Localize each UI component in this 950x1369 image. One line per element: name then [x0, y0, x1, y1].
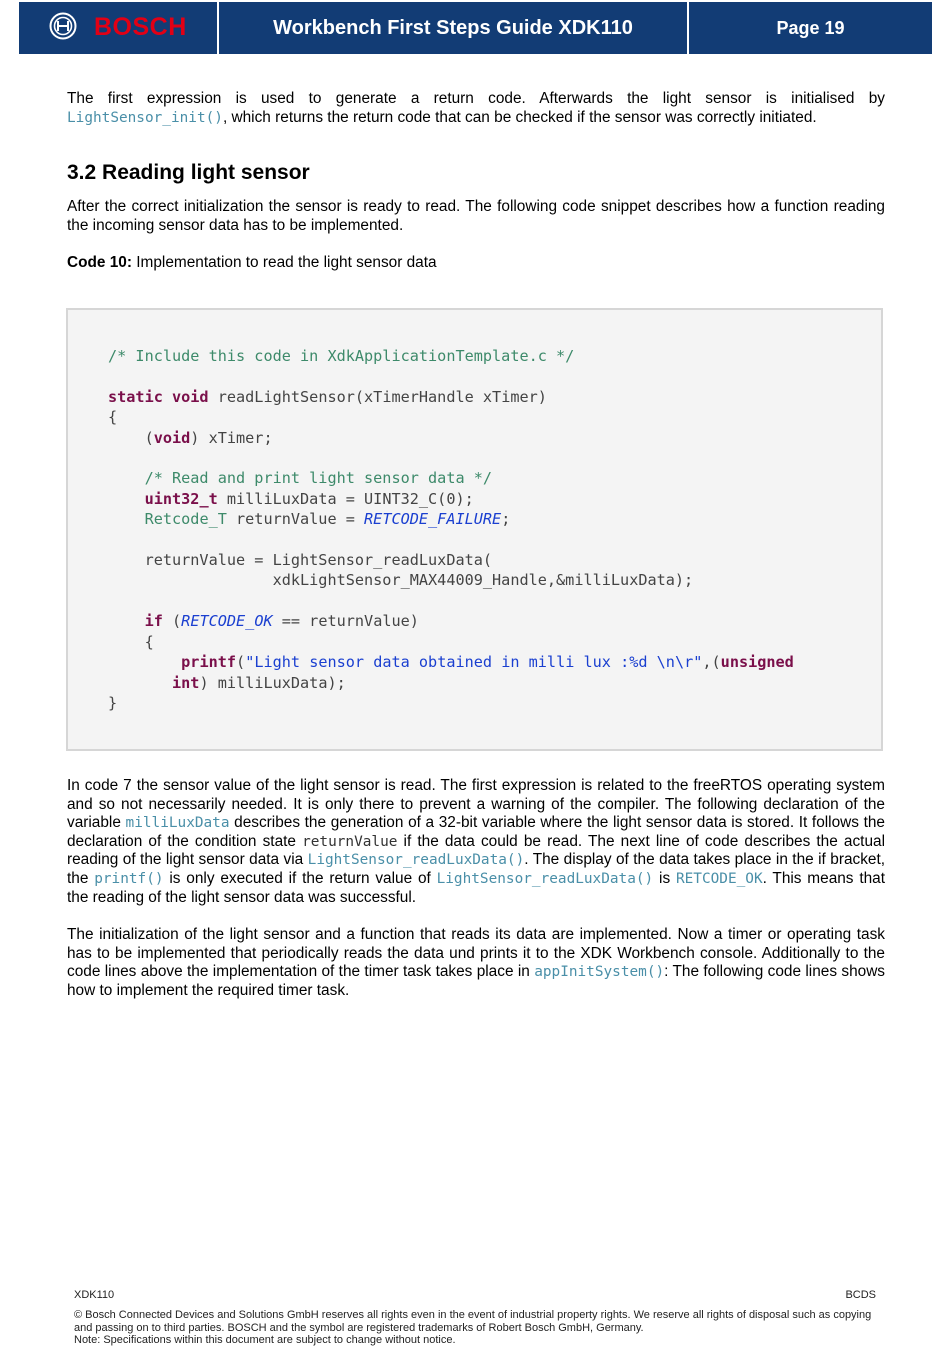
code-text: ,(	[702, 653, 721, 672]
explanation-text: is only executed if the return value of	[163, 869, 437, 887]
code-type: Retcode_T	[144, 510, 227, 529]
document-title: Workbench First Steps Guide XDK110	[219, 2, 689, 54]
code-keyword: uint32_t	[144, 489, 218, 508]
footer-row	[74, 1289, 876, 1301]
inline-code: LightSensor_readLuxData()	[307, 852, 525, 869]
code-text: returnValue = LightSensor_readLuxData(	[108, 551, 493, 570]
code-block	[66, 308, 883, 751]
code-comment: /* Read and print light sensor data */	[108, 469, 493, 488]
footer-org: BCDS	[845, 1289, 876, 1301]
intro-paragraph	[67, 90, 885, 127]
section-heading: 3.2 Reading light sensor	[67, 161, 310, 185]
code-text: {	[108, 632, 154, 651]
inline-code: printf()	[94, 870, 164, 887]
code-text: milliLuxData = UINT32_C(0);	[217, 489, 474, 508]
code-keyword: unsigned	[720, 653, 794, 672]
code-text: readLightSensor(xTimerHandle xTimer)	[208, 387, 547, 406]
inline-code-lightsensor-init: LightSensor_init()	[67, 109, 223, 126]
code-text: (	[236, 653, 246, 672]
page-number: Page 19	[776, 18, 845, 38]
inline-code: appInitSystem()	[534, 964, 665, 981]
code-text: (	[162, 612, 182, 631]
explanation-text: if the data could be read. The next line of code describes the actual reading of the light sensor data via	[67, 832, 885, 869]
code-string: "Light sensor data obtained in milli lux :%d \n\r"	[245, 653, 703, 672]
bosch-armature-icon	[49, 12, 77, 40]
code-text: ) xTimer;	[190, 428, 273, 447]
inline-code: RETCODE_OK	[675, 870, 763, 887]
code-keyword: if	[144, 612, 163, 631]
bosch-wordmark: BOSCH	[94, 13, 187, 41]
footer-product: XDK110	[74, 1289, 115, 1301]
code-function: printf	[181, 653, 237, 672]
code-comment: /* Include this code in XdkApplicationTemplate.c */	[108, 347, 575, 365]
explanation-text: describes the generation of a 32-bit variable where the light sensor data is stored. It follows the declaration of the condition state	[67, 814, 885, 850]
code-text: xdkLightSensor_MAX44009_Handle,&milliLuxData);	[108, 571, 694, 590]
intro-text-b: , which returns the return code that can be checked if the sensor was correctly initiated.	[222, 108, 817, 126]
section-paragraph: After the correct initialization the sensor is ready to read. The following code snippet describes how a function reading the incoming sensor data has to be implemented.	[67, 198, 885, 234]
code-constant: RETCODE_OK	[181, 612, 273, 631]
bosch-logo	[19, 2, 219, 54]
footer-note: Note: Specifications within this document are subject to change without notice.	[74, 1334, 456, 1347]
code-text: ) milliLuxData);	[199, 673, 346, 692]
code-keyword: int	[172, 673, 200, 692]
main-content	[67, 90, 885, 272]
explanation-text: . This means that the reading of the light sensor data was successful.	[67, 869, 885, 906]
code-caption	[67, 254, 885, 272]
code-caption-label: Code 10:	[67, 254, 132, 272]
code-text: == returnValue)	[272, 612, 419, 631]
inline-code: returnValue	[302, 833, 398, 850]
inline-code: LightSensor_readLuxData()	[436, 870, 654, 887]
code-text: {	[108, 408, 118, 427]
code-text: (	[108, 428, 154, 447]
inline-code: milliLuxData	[125, 815, 230, 832]
closing-text: The initialization of the light sensor and a function that reads its data are implemented. Now a timer or operating task has to be implemented that periodically reads the data und prints it to the XDK Workbench console. Additionally to the code lines above the implementation of the timer task takes place in	[67, 926, 885, 981]
explanation-text: In code 7 the sensor value of the light sensor is read. The first expression is related to the freeRTOS operating system and so not necessarily needed. It is only there to prevent a warning of the compiler. The following declaration of the variable	[67, 777, 885, 832]
closing-paragraph	[67, 926, 885, 1000]
footer-copyright: © Bosch Connected Devices and Solutions GmbH reserves all rights even in the event of industrial property rights. We reserve all rights of disposal such as copying and passing on to third parties. BOSCH and the symbol are registered trademarks of Robert Bosch GmbH, Germany.	[74, 1309, 872, 1334]
code-caption-text: Implementation to read the light sensor data	[132, 254, 437, 272]
code-constant: RETCODE_FAILURE	[364, 510, 502, 529]
code-listing	[108, 346, 794, 713]
explanation-text: is	[653, 869, 676, 887]
code-text: }	[108, 693, 118, 712]
code-text: returnValue =	[226, 510, 365, 529]
explanation-section	[67, 777, 885, 1001]
page-header	[19, 2, 932, 54]
closing-text: : The following code lines shows how to implement the required timer task.	[67, 963, 885, 999]
page-footer	[74, 1289, 876, 1347]
code-keyword: void	[153, 428, 191, 447]
code-keyword: static void	[108, 387, 209, 406]
code-text: ;	[501, 510, 511, 529]
explanation-paragraph	[67, 777, 885, 907]
explanation-text: . The display of the data takes place in the if bracket, the	[67, 851, 886, 887]
intro-text-a: The first expression is used to generate a return code. Afterwards the light sensor is initialised by	[67, 90, 885, 107]
